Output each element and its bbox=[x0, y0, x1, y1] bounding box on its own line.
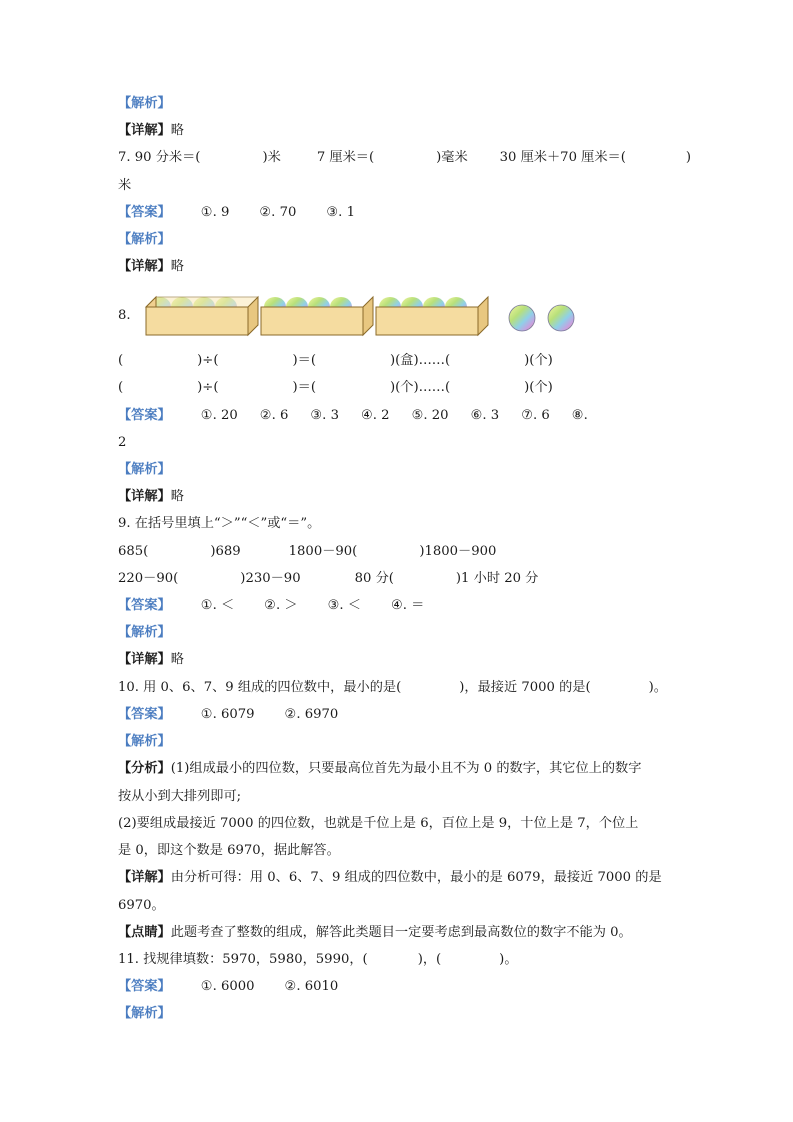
analysis-label: 【解析】 bbox=[118, 625, 171, 640]
answer-line-11: 【答案】 ①. 6000 ②. 6010 bbox=[118, 979, 339, 994]
analysis-label: 【解析】 bbox=[118, 96, 171, 111]
detail-line: 【详解】略 bbox=[118, 652, 184, 667]
box-1 bbox=[146, 297, 258, 335]
box-3 bbox=[376, 297, 488, 335]
analysis-label: 【解析】 bbox=[118, 734, 171, 749]
question-8-row2: ( )÷( )＝( )(个)……( )(个) bbox=[118, 380, 553, 395]
analysis-label: 【解析】 bbox=[118, 1006, 171, 1021]
analysis-text-2: 按从小到大排列即可; bbox=[118, 789, 242, 804]
answer-line-8: 【答案】 ①. 20 ②. 6 ③. 3 ④. 2 ⑤. 20 ⑥. 3 ⑦. 6 ⑧. bbox=[118, 408, 588, 423]
question-9-stem: 9. 在括号里填上“＞”“＜”或“＝”。 bbox=[118, 516, 321, 531]
analysis-text-4: 是 0，即这个数是 6970，据此解答。 bbox=[118, 843, 340, 858]
analysis-text-3: (2)要组成最接近 7000 的四位数，也就是千位上是 6，百位上是 9，十位上是 7，个位上 bbox=[118, 816, 639, 831]
question-8-row1: ( )÷( )＝( )(盒)……( )(个) bbox=[118, 353, 553, 368]
detail-text-2: 6970。 bbox=[118, 898, 165, 913]
box-2 bbox=[261, 297, 373, 335]
balls-in-boxes-figure bbox=[118, 293, 588, 343]
question-10-stem: 10. 用 0、6、7、9 组成的四位数中，最小的是( )，最接近 7000 的是( )。 bbox=[118, 680, 667, 695]
answer-line-7: 【答案】 ①. 9 ②. 70 ③. 1 bbox=[118, 205, 355, 220]
detail-line: 【详解】略 bbox=[118, 489, 184, 504]
comment-line: 【点睛】此题考查了整数的组成，解答此类题目一定要考虑到最高数位的数字不能为 0。 bbox=[118, 925, 632, 940]
question-11-stem: 11. 找规律填数：5970，5980，5990，( )，( )。 bbox=[118, 952, 518, 967]
question-7-line2: 米 bbox=[118, 178, 132, 193]
detail-text-1: 【详解】由分析可得：用 0、6、7、9 组成的四位数中，最小的是 6079，最接近 7000 的是 bbox=[118, 870, 662, 885]
answer-line-9: 【答案】 ①. ＜ ②. ＞ ③. ＜ ④. ＝ bbox=[118, 598, 425, 613]
question-9-row1: 685( )689 1800－90( )1800－900 bbox=[118, 544, 497, 559]
analysis-text-1: 【分析】(1)组成最小的四位数，只要最高位首先为最小且不为 0 的数字，其它位上的数字 bbox=[118, 761, 642, 776]
answer-line-10: 【答案】 ①. 6079 ②. 6970 bbox=[118, 707, 339, 722]
analysis-label: 【解析】 bbox=[118, 462, 171, 477]
question-8-number: 8. bbox=[118, 308, 131, 323]
detail-line: 【详解】略 bbox=[118, 123, 184, 138]
analysis-label: 【解析】 bbox=[118, 232, 171, 247]
question-7: 7. 90 分米＝( )米 7 厘米＝( )毫米 30 厘米＋70 厘米＝( ) bbox=[118, 150, 692, 165]
answer-tail-8: 2 bbox=[118, 435, 127, 450]
detail-line: 【详解】略 bbox=[118, 259, 184, 274]
question-9-row2: 220－90( )230－90 80 分( )1 小时 20 分 bbox=[118, 571, 539, 586]
loose-balls bbox=[509, 305, 574, 331]
